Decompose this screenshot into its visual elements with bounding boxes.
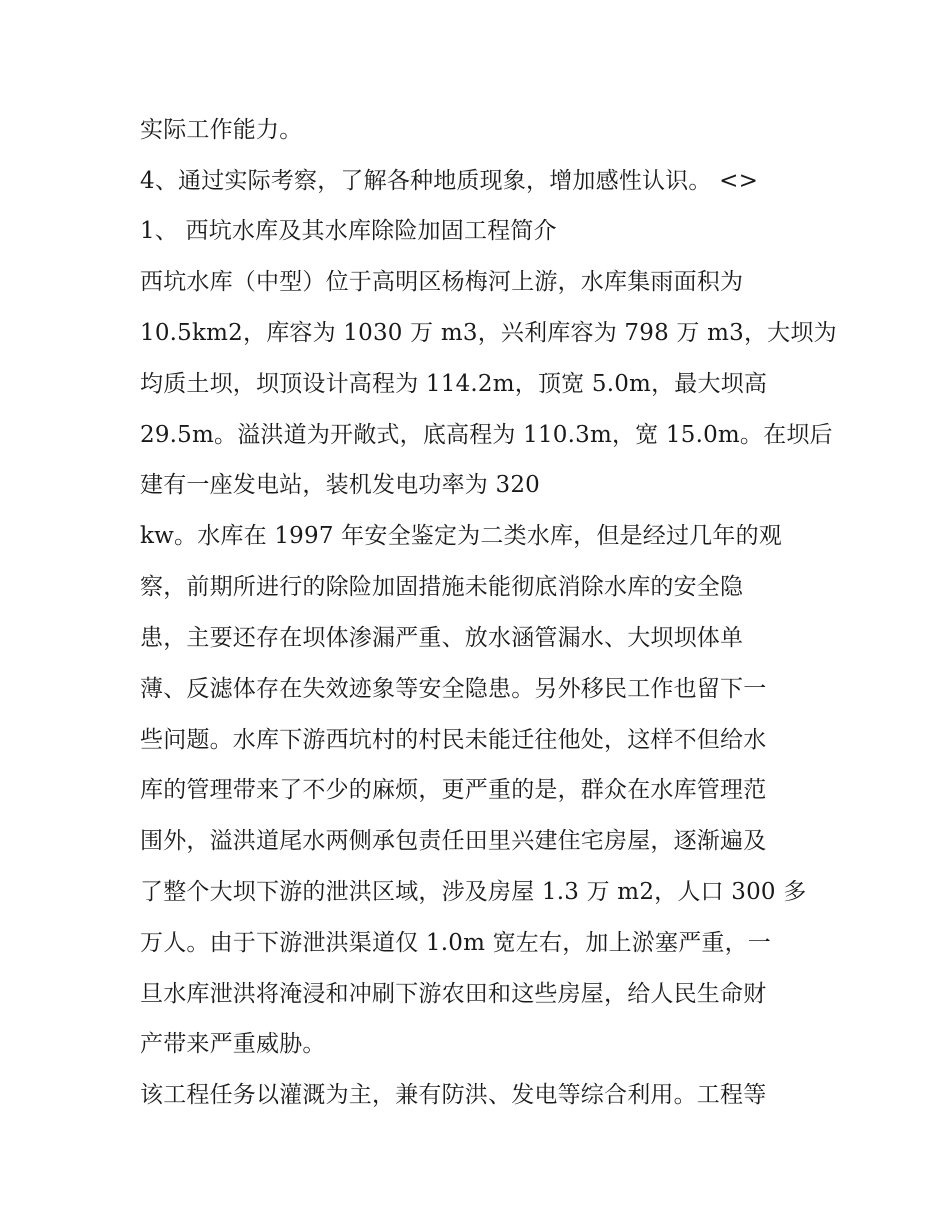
text-line-17: 万人。由于下游泄洪渠道仅 1.0m 宽左右，加上淤塞严重，一 — [140, 930, 772, 956]
text-line-11: 患，主要还存在坝体渗漏严重、放水涵管漏水、大坝坝体单 — [140, 625, 744, 651]
section-heading: 1、 西坑水库及其水库除险加固工程简介 — [140, 218, 557, 244]
text-line-12: 薄、反滤体存在失效迹象等安全隐患。另外移民工作也留下一 — [140, 676, 767, 702]
text-line-15: 围外，溢洪道尾水两侧承包责任田里兴建住宅房屋，逐渐遍及 — [140, 828, 767, 854]
text-line-7: 29.5m。溢洪道为开敞式，底高程为 110.3m，宽 15.0m。在坝后 — [140, 422, 833, 448]
text-line-14: 库的管理带来了不少的麻烦，更严重的是，群众在水库管理范 — [140, 777, 767, 803]
text-line-19: 产带来严重威胁。 — [140, 1031, 326, 1057]
text-line-9: kw。水库在 1997 年安全鉴定为二类水库，但是经过几年的观 — [140, 523, 782, 549]
text-line-8: 建有一座发电站，装机发电功率为 320 — [140, 472, 541, 498]
text-line-18: 旦水库泄洪将淹浸和冲刷下游农田和这些房屋，给人民生命财 — [140, 981, 767, 1007]
text-line-4: 西坑水库（中型）位于高明区杨梅河上游，水库集雨面积为 — [140, 269, 744, 295]
text-line-13: 些问题。水库下游西坑村的村民未能迁往他处，这样不但给水 — [140, 727, 767, 753]
text-line-20: 该工程任务以灌溉为主，兼有防洪、发电等综合利用。工程等 — [140, 1082, 767, 1108]
text-line-6: 均质土坝，坝顶设计高程为 114.2m，顶宽 5.0m，最大坝高 — [140, 371, 768, 397]
text-line-2: 4、通过实际考察，了解各种地质现象，增加感性认识。 <> — [140, 168, 759, 194]
text-line-10: 察，前期所进行的除险加固措施未能彻底消除水库的安全隐 — [140, 574, 744, 600]
text-line-16: 了整个大坝下游的泄洪区域，涉及房屋 1.3 万 m2，人口 300 多 — [140, 879, 807, 905]
text-line-5: 10.5km2，库容为 1030 万 m3，兴利库容为 798 万 m3，大坝为 — [140, 320, 837, 346]
text-line-1: 实际工作能力。 — [140, 117, 303, 143]
